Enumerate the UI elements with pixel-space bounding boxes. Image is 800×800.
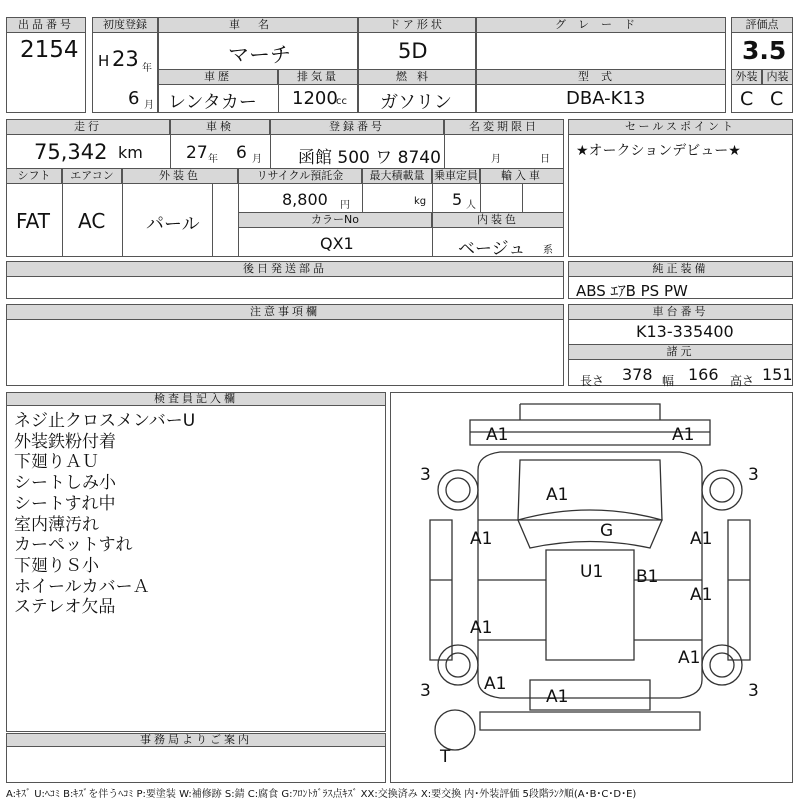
- mark-spare: T: [440, 747, 451, 767]
- chassis-number-label: 車台番号: [568, 304, 793, 320]
- mark-roof: U1: [580, 562, 604, 582]
- recycle-fee-unit: 円: [340, 200, 350, 211]
- remark-item: 外装鉄粉付着: [14, 431, 116, 452]
- interior-grade-label: 内装: [762, 69, 793, 85]
- color-number: QX1: [320, 234, 354, 253]
- mark-windshield: G: [600, 521, 614, 541]
- width-label: 幅: [662, 374, 675, 388]
- first-registration-label: 初度登録: [92, 17, 158, 33]
- mileage-unit: km: [118, 143, 143, 162]
- remark-item: カーペットすれ: [14, 535, 133, 556]
- remarks-list: [14, 411, 374, 618]
- door: 5D: [398, 39, 428, 63]
- color-no-div: [432, 212, 433, 257]
- legend: A:ｷｽﾞ U:ﾍｺﾐ B:ｷｽﾞを伴うﾍｺﾐ P:要塗装 W:補修跡 S:錆 C:腐食 G:ﾌﾛﾝﾄｶﾞﾗｽ点ｷｽﾞ XX:交換済み X:要交換 内･外装評価 5段階ﾗﾝｸ順(A･B･C･D･E): [6, 789, 637, 800]
- fr-wheel-icon: [702, 470, 742, 510]
- mark-fr-bumper: A1: [672, 425, 695, 445]
- spare-tire-icon: [435, 710, 475, 750]
- specs-label: 諸元: [568, 344, 793, 360]
- length-label: 長さ: [580, 374, 605, 388]
- genuine-equipment: ABS ｴｱB PS PW: [576, 282, 688, 300]
- lot-number-label: 出品番号: [6, 17, 86, 33]
- color-div: [212, 184, 213, 257]
- capacity-div: [480, 184, 481, 212]
- ac-div: [122, 168, 123, 257]
- fuel-label: 燃料: [358, 69, 476, 85]
- remark-item: シートしみ小: [14, 473, 116, 494]
- displacement: 1200: [292, 88, 338, 109]
- exterior-grade-label: 外装: [731, 69, 762, 85]
- shift-div: [62, 168, 63, 257]
- inspector-label: 検査員記入欄: [6, 392, 386, 406]
- score-label: 評価点: [731, 17, 793, 33]
- max-load-unit: kg: [414, 196, 427, 207]
- inspection-label: 車検: [170, 119, 270, 135]
- remark-item: ホイールカバーＡ: [14, 576, 150, 597]
- car-name-label: 車名: [158, 17, 358, 33]
- left-side-outline: [430, 520, 452, 660]
- windshield-outline: [518, 510, 662, 548]
- load-div: [432, 184, 433, 212]
- era: H: [98, 52, 110, 70]
- interior-color-label: 内装色: [432, 212, 564, 228]
- mark-rear: A1: [546, 687, 569, 707]
- mark-fl-fender: A1: [470, 529, 493, 549]
- mark-hood: A1: [546, 485, 569, 505]
- inspection-year: 27: [186, 143, 208, 163]
- remark-item: ネジ止クロスメンバーU: [14, 411, 196, 431]
- import-label: 輸入車: [480, 168, 564, 184]
- name-change-deadline-label: 名変期限日: [444, 119, 564, 135]
- notes-label: 注意事項欄: [6, 304, 564, 320]
- mark-rl-quarter: A1: [484, 674, 507, 694]
- mark-fr-wheel: 3: [748, 465, 759, 485]
- exterior-color: パール: [146, 214, 200, 235]
- displacement-label: 排気量: [278, 69, 358, 85]
- length: 378: [622, 365, 653, 384]
- hood-outline: [518, 460, 662, 520]
- capacity: 5: [452, 190, 463, 209]
- capacity-unit: 人: [466, 200, 476, 211]
- exterior-grade: C: [740, 88, 754, 110]
- remark-item: 下廻りＡＵ: [14, 452, 99, 473]
- recycle-fee: 8,800: [282, 190, 328, 209]
- mark-r-pillar: B1: [636, 567, 659, 587]
- sales-point-label: セールスポイント: [568, 119, 793, 135]
- import-div: [522, 184, 523, 212]
- inspection-year-unit: 年: [208, 154, 218, 165]
- model-label: 型式: [476, 69, 726, 85]
- rl-wheel-icon: [438, 645, 478, 685]
- car-damage-diagram: [390, 392, 793, 783]
- mark-rr-door: A1: [678, 648, 701, 668]
- mileage: 75,342: [34, 140, 108, 164]
- office-label: 事務局よりご案内: [6, 733, 386, 747]
- reg-year-unit: 年: [142, 63, 152, 74]
- reg-month-unit: 月: [144, 100, 154, 111]
- car-name: マーチ: [228, 43, 291, 67]
- exterior-color-label: 外装色: [122, 168, 238, 184]
- car-history-label: 車歴: [158, 69, 278, 85]
- inspection-month-unit: 月: [252, 154, 262, 165]
- mark-fr-fender: A1: [690, 529, 713, 549]
- registration-number-label: 登録番号: [270, 119, 444, 135]
- interior-grade: C: [770, 88, 784, 110]
- door-label: ドア形状: [358, 17, 476, 33]
- width: 166: [688, 365, 719, 384]
- mark-rl-door: A1: [470, 618, 493, 638]
- mileage-label: 走行: [6, 119, 170, 135]
- fuel: ガソリン: [380, 92, 452, 113]
- later-parts-label: 後日発送部品: [6, 261, 564, 277]
- remark-item: ステレオ欠品: [14, 597, 116, 618]
- fl-wheel-icon: [438, 470, 478, 510]
- name-change-day-unit: 日: [540, 154, 550, 165]
- genuine-equipment-label: 純正装備: [568, 261, 793, 277]
- reg-month: 6: [128, 88, 140, 109]
- max-load-label: 最大積載量: [362, 168, 432, 184]
- score: 3.5: [742, 36, 787, 65]
- row2-div-b: [270, 119, 271, 168]
- aircon: AC: [78, 209, 106, 233]
- car-history: レンタカー: [168, 92, 257, 113]
- name-change-month-unit: 月: [491, 154, 501, 165]
- color-number-label: カラーNo: [238, 212, 432, 228]
- sales-point: ★オークションデビュー★: [576, 143, 741, 159]
- mark-rl-wheel: 3: [420, 681, 431, 701]
- shift: FAT: [16, 209, 51, 233]
- row2-div-a: [170, 119, 171, 168]
- mark-rr-wheel: 3: [748, 681, 759, 701]
- capacity-label: 乗車定員: [434, 169, 478, 182]
- shift-label: シフト: [6, 168, 62, 184]
- height-label: 高さ: [730, 374, 755, 388]
- aircon-label: エアコン: [62, 168, 122, 184]
- reg-year: 23: [112, 47, 139, 71]
- mark-fl-bumper: A1: [486, 425, 509, 445]
- recycle-div: [362, 184, 363, 212]
- height: 151: [762, 365, 793, 384]
- registration-number: 函館 500 ワ 8740: [298, 148, 441, 168]
- mark-fl-wheel: 3: [420, 465, 431, 485]
- model: DBA-K13: [566, 88, 646, 109]
- grade-label: グレード: [476, 17, 726, 33]
- chassis-number: K13-335400: [636, 322, 734, 341]
- mark-fr-door: A1: [690, 585, 713, 605]
- rear-bumper-outline: [480, 712, 700, 730]
- recycle-label: リサイクル預託金: [238, 168, 362, 184]
- inspection-month: 6: [236, 143, 247, 163]
- right-side-outline: [728, 520, 750, 660]
- remark-item: 室内薄汚れ: [14, 514, 99, 535]
- interior-color: ベージュ: [458, 239, 526, 259]
- row2-div-c: [444, 119, 445, 168]
- remark-item: 下廻りＳ小: [14, 555, 99, 576]
- rr-wheel-icon: [702, 645, 742, 685]
- interior-color-unit: 系: [543, 245, 553, 256]
- remark-item: シートすれ中: [14, 493, 116, 514]
- displacement-unit: cc: [336, 96, 347, 107]
- lot-number: 2154: [20, 37, 79, 63]
